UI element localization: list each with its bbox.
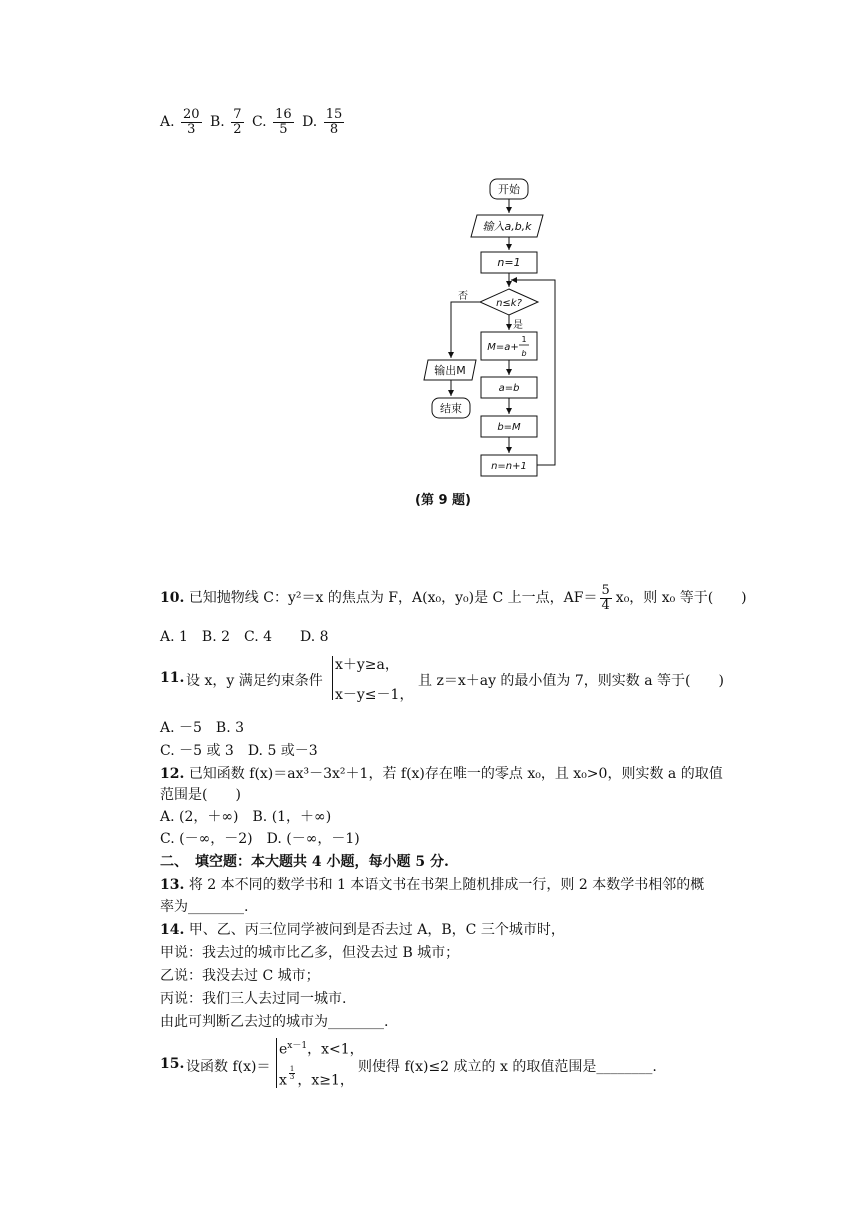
q12-line1: [160, 763, 723, 783]
q15-case-1: $e^{x-1}$，x<1，: [279, 1041, 364, 1058]
flow-start-text: 开始: [498, 183, 520, 196]
q8-option-a-label: A.: [160, 114, 175, 131]
flow-step2-text: a=b: [498, 383, 520, 394]
q15-number: 15.: [160, 1056, 185, 1072]
q15-case-2: x $\frac{1}{3}$ ，x≥1，: [279, 1065, 354, 1089]
flow-input-text: 输入a,b,k: [482, 220, 532, 233]
section-2-heading: 二、 填空题：本大题共 4 小题，每小题 5 分.: [160, 854, 449, 870]
q11-brace: [332, 656, 333, 700]
q13-line1: [160, 874, 704, 894]
q11-options-line2: C. －5 或 3 D. 5 或－3: [160, 743, 318, 759]
q11-options-line1: A. －5 B. 3: [160, 720, 245, 736]
q14-line1: [160, 919, 565, 939]
flow-step4-text: n=n+1: [491, 461, 527, 472]
flow-step3-text: b=M: [497, 422, 521, 433]
q8-option-c-fraction: $\frac{16}{5}$: [275, 107, 292, 137]
q14-statement-bing: 丙说：我们三人去过同一城市.: [160, 991, 347, 1007]
flow-no-label: 否: [458, 291, 468, 302]
q11-number: 11.: [160, 670, 185, 686]
q15-stem: [160, 1036, 720, 1090]
flow-step1-lhs: M=a+: [487, 342, 519, 353]
q11-condition-2: x－y≤－1，: [335, 687, 414, 703]
q10-number: 10.: [160, 590, 185, 607]
q15-brace: [276, 1038, 277, 1088]
q10-options: A. 1 B. 2 C. 4 D. 8: [160, 629, 329, 645]
flow-no-line: [451, 302, 480, 358]
q15-text-a: 设函数 f(x)＝: [186, 1059, 271, 1075]
q11-condition-1: x＋y≥a，: [335, 657, 399, 673]
flow-init-text: n=1: [497, 256, 521, 269]
q11-stem: [160, 654, 750, 702]
q8-option-d-fraction: $\frac{15}{8}$: [325, 107, 343, 137]
flow-step1-num: 1: [521, 335, 527, 344]
q8-option-b-fraction: $\frac{7}{2}$: [233, 107, 242, 137]
q8-option-b-label: B.: [210, 114, 225, 131]
q13-text-line1: 将 2 本不同的数学书和 1 本语文书在书架上随机排成一行，则 2 本数学书相邻的概: [188, 877, 705, 893]
q11-text-a: 设 x，y 满足约束条件: [186, 673, 323, 689]
q15-text-b: 则使得 f(x)≤2 成立的 x 的取值范围是________.: [358, 1059, 657, 1075]
q10-fraction: $\frac{5}{4}$: [601, 583, 610, 613]
q10-text-b: x₀，则 x₀ 等于( ): [615, 590, 747, 607]
flowchart-caption: (第 9 题): [415, 493, 471, 508]
q8-option-c-label: C.: [251, 114, 267, 131]
q12-number: 12.: [160, 766, 185, 782]
q14-conclusion: 由此可判断乙去过的城市为________.: [160, 1014, 389, 1030]
flowchart: [0, 0, 860, 508]
q10-text-a: 已知抛物线 C：y²＝x 的焦点为 F，A(x₀，y₀)是 C 上一点，AF＝: [188, 590, 598, 607]
q14-statement-yi: 乙说：我没去过 C 城市；: [160, 968, 320, 984]
q12-text-line1: 已知函数 f(x)＝ax³－3x²＋1，若 f(x)存在唯一的零点 x₀，且 x₀>0，则实数 a 的取值: [188, 766, 723, 782]
flow-condition-text: n≤k?: [496, 298, 522, 309]
flow-step1-den: b: [521, 349, 527, 358]
q14-statement-jia: 甲说：我去过的城市比乙多，但没去过 B 城市；: [160, 945, 460, 961]
q11-text-b: 且 z＝x＋ay 的最小值为 7，则实数 a 等于( ): [418, 673, 724, 689]
q13-text-line2: 率为________.: [160, 899, 249, 915]
q12-options-line1: A. (2，＋∞) B. (1，＋∞): [160, 809, 332, 825]
flow-end-text: 结束: [440, 402, 462, 415]
flow-output-text: 输出M: [434, 364, 466, 377]
q14-number: 14.: [160, 922, 185, 938]
q10-stem: [160, 584, 747, 612]
q12-text-line2: 范围是( ): [160, 787, 241, 803]
flow-yes-label: 是: [513, 320, 523, 331]
q14-text-line1: 甲、乙、丙三位同学被问到是否去过 A，B，C 三个城市时，: [188, 922, 565, 938]
q8-option-a-fraction: $\frac{20}{3}$: [183, 107, 200, 137]
q13-number: 13.: [160, 877, 185, 893]
q12-options-line2: C. (－∞，－2) D. (－∞，－1): [160, 831, 360, 847]
q8-option-d-label: D.: [302, 114, 318, 131]
